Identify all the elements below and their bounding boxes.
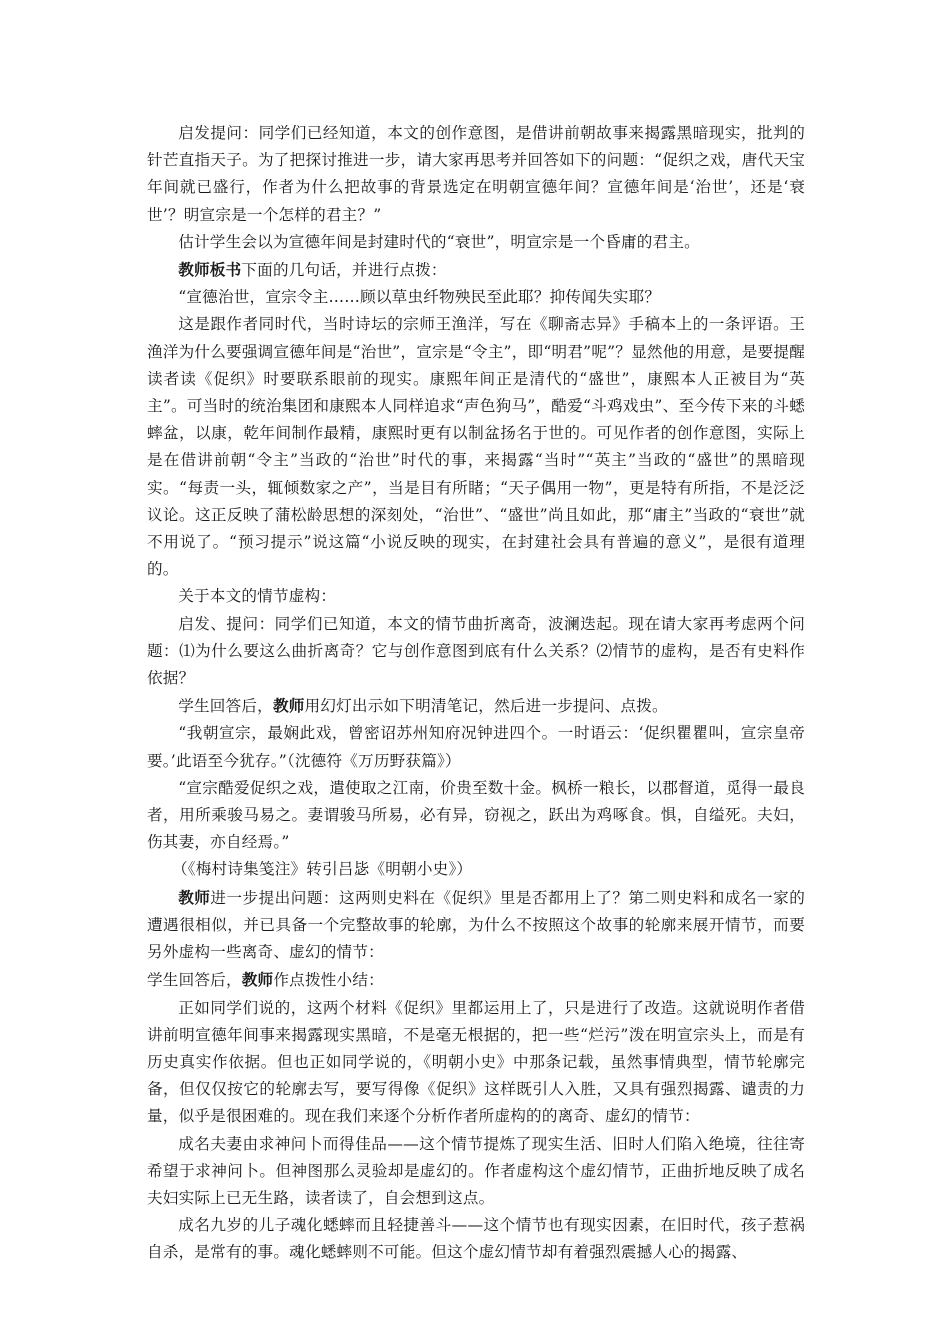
paragraph <box>147 995 805 1131</box>
paragraph-text: 启发提问：同学们已经知道，本文的创作意图，是借讲前朝故事来揭露黑暗现实，批判的针芒直指天子。为了把探讨推进一步，请大家再思考并回答如下的问题：“促织之戏，唐代天宝年间就已盛行，作者为什么把故事的背景选定在明朝宣德年间？宣德年间是‘治世’，还是‘衰世’？明宣宗是一个怎样的君主？” <box>147 124 805 224</box>
paragraph <box>147 966 805 994</box>
paragraph-text: 学生回答后，教师作点拨性小结： <box>147 970 384 990</box>
paragraph-text: 关于本文的情节虚构： <box>178 587 337 606</box>
paragraph-text: 下面的几句话，并进行点拨： <box>241 261 447 280</box>
paragraph-text: “宣德治世，宣宗令主……顾以草虫纤物殃民至此耶？抑传闻失实耶？ <box>178 288 661 307</box>
paragraph <box>147 611 805 693</box>
paragraph <box>147 720 805 774</box>
paragraph-text: 启发、提问：同学们已知道，本文的情节曲折离奇，波澜迭起。现在请大家再考虑两个问题：⑴为什么要这么曲折离奇？它与创作意图到底有什么关系？⑵情节的虚构，是否有史料作依据？ <box>147 614 805 688</box>
paragraph-text: 正如同学们说的，这两个材料《促织》里都运用上了，只是进行了改造。这就说明作者借讲前明宣德年间事来揭露现实黑暗，不是毫无根据的，把一些“烂污”泼在明宣宗头上，而是有历史真实作依据。但也正如同学说的，《明朝小史》中那条记载，虽然事情典型，情节轮廓完备，但仅仅按它的轮廓去写，要写得像《促织》这样既引人入胜，又具有强烈揭露、谴责的力量，似乎是很困难的。现在我们来逐个分析作者所虚构的的离奇、虚幻的情节： <box>147 998 805 1126</box>
paragraph <box>147 284 805 311</box>
paragraph <box>147 311 805 583</box>
paragraph-text: 成名夫妻由求神问卜而得佳品——这个情节提炼了现实生活、旧时人们陷入绝境，往往寄希望于求神问卜。但神图那么灵验却是虚幻的。作者虚构这个虚幻情节，正曲折地反映了成名夫妇实际上已无生路，读者读了，自会想到这点。 <box>147 1134 805 1207</box>
paragraph-text: “我朝宣宗，最娴此戏，曾密诏苏州知府况钟进四个。一时语云：‘促织瞿瞿叫，宣宗皇帝要。’此语至今犹存。”（沈德符《万历野获篇》） <box>147 724 805 770</box>
paragraph-text: “宣宗酷爱促织之戏，遣使取之江南，价贵至数十金。枫桥一粮长，以郡督道，觅得一最良者，用所乘骏马易之。妻谓骏马所易，必有异，窃视之，跃出为鸡啄食。惧，自缢死。夫妇，伤其妻，亦自经焉。” <box>147 778 805 852</box>
paragraph-source <box>147 856 805 883</box>
paragraph-text: （《梅村诗集笺注》转引吕毖《明朝小史》） <box>171 860 473 879</box>
paragraph <box>147 775 805 857</box>
paragraph-text: 进一步提出问题：这两则史料在《促织》里是否都用上了？第二则史料和成名一家的遭遇很相似，并已具备一个完整故事的轮廓，为什么不按照这个故事的轮廓来展开情节，而要另外虚构一些离奇、虚幻的情节： <box>147 888 806 962</box>
paragraph <box>147 583 805 610</box>
bold-lead: 教师 <box>178 887 211 907</box>
paragraph-text: 成名九岁的儿子魂化蟋蟀而且轻捷善斗——这个情节也有现实因素，在旧时代，孩子惹祸自杀，是常有的事。魂化蟋蟀则不可能。但这个虚幻情节却有着强烈震撼人心的揭露、 <box>147 1216 805 1262</box>
paragraph <box>147 120 805 229</box>
paragraph <box>147 692 805 720</box>
paragraph-text: 学生回答后，教师用幻灯出示如下明清笔记，然后进一步提问、点拨。 <box>178 696 668 716</box>
paragraph <box>147 1212 805 1266</box>
paragraph <box>147 229 805 256</box>
paragraph <box>147 1131 805 1213</box>
paragraph-text: 这是跟作者同时代，当时诗坛的宗师王渔洋，写在《聊斋志异》手稿本上的一条评语。王渔洋为什么要强调宣德年间是“治世”，宣宗是“令主”，即“明君”呢”？显然他的用意，是要提醒读者读《促织》时要联系眼前的现实。康熙年间正是清代的“盛世”，康熙本人正被目为“英主”。可当时的统治集团和康熙本人同样追求“声色狗马”，酷爱“斗鸡戏虫”、至今传下来的斗蟋蟀盆，以康，乾年间制作最精，康熙时更有以制盆扬名于世的。可见作者的创作意图，实际上是在借讲前朝“令主”当政的“治世”时代的事，来揭露“当时”“英主”当政的“盛世”的黑暗现实。“每责一头，辄倾数家之产”，当是目有所睹；“天子偶用一物”，更是特有所指，不是泛泛议论。这正反映了蒲松龄思想的深刻处，“治世”、“盛世”尚且如此，那“庸主”当政的“衰世”就不用说了。“预习提示”说这篇“小说反映的现实，在封建社会具有普遍的意义”，是很有道理的。 <box>147 315 805 579</box>
bold-lead: 教师板书 <box>178 260 242 280</box>
paragraph <box>147 256 805 284</box>
document-body <box>147 120 805 1267</box>
paragraph-text: 估计学生会以为宣德年间是封建时代的“衰世”，明宣宗是一个昏庸的君主。 <box>178 232 700 251</box>
paragraph <box>147 884 805 967</box>
